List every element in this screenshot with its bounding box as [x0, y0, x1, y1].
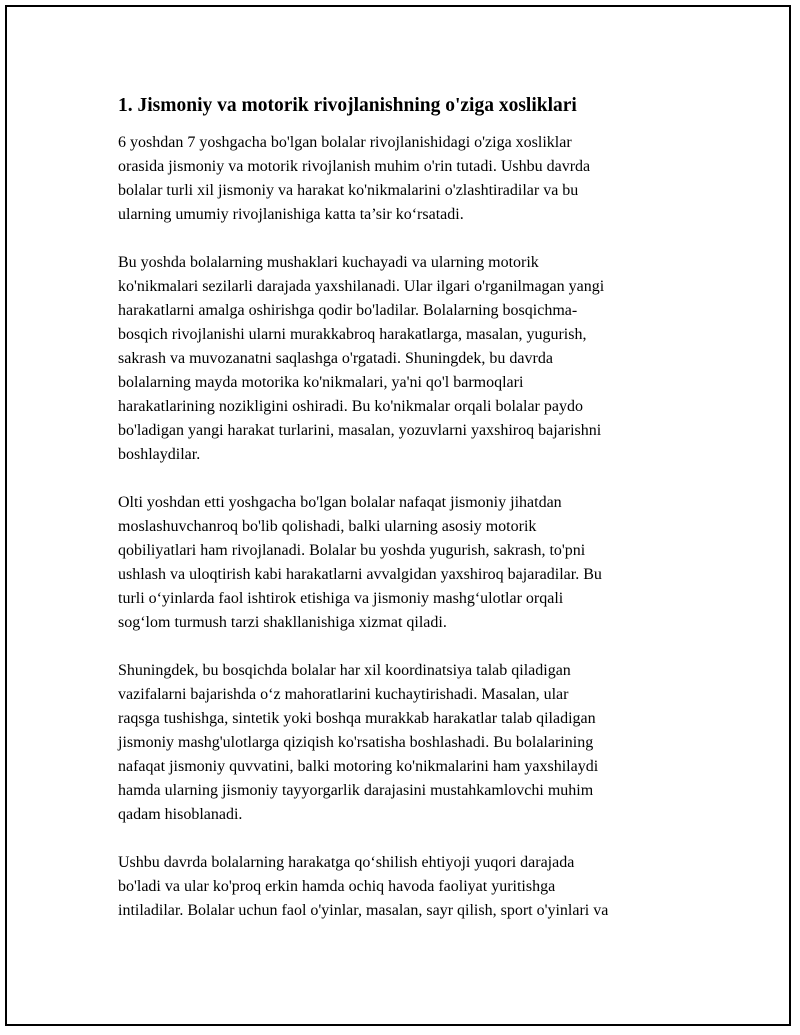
text-line: boshlaydilar.	[118, 446, 201, 463]
paragraph-5	[118, 851, 690, 923]
text-line: jismoniy mashg'ulotlarga qiziqish ko'rsatisha boshlashadi. Bu bolalarining	[118, 734, 594, 751]
paragraph-4	[118, 659, 690, 827]
text-line: moslashuvchanroq bo'lib qolishadi, balki ularning asosiy motorik	[118, 518, 537, 535]
paragraph-3	[118, 491, 690, 635]
text-line: qobiliyatlari ham rivojlanadi. Bolalar bu yoshda yugurish, sakrash, to'pni	[118, 542, 586, 559]
text-line: raqsga tushishga, sintetik yoki boshqa murakkab harakatlar talab qiladigan	[118, 710, 596, 727]
text-line: sog‘lom turmush tarzi shakllanishiga xizmat qiladi.	[118, 614, 447, 631]
paragraph-1	[118, 131, 690, 227]
text-line: Olti yoshdan etti yoshgacha bo'lgan bolalar nafaqat jismoniy jihatdan	[118, 494, 562, 511]
text-line: harakatlarining nozikligini oshiradi. Bu ko'nikmalar orqali bolalar paydo	[118, 398, 583, 415]
text-line: bo'ladigan yangi harakat turlarini, masalan, yozuvlarni yaxshiroq bajarishni	[118, 422, 602, 439]
paragraph-2	[118, 251, 690, 467]
section-heading: 1. Jismoniy va motorik rivojlanishning o'ziga xosliklari	[118, 95, 577, 116]
text-line: bolalarning mayda motorika ko'nikmalari, ya'ni qo'l barmoqlari	[118, 374, 524, 391]
text-line: bo'ladi va ular ko'proq erkin hamda ochiq havoda faoliyat yuritishga	[118, 878, 556, 895]
text-line: ularning umumiy rivojlanishiga katta ta’sir ko‘rsatadi.	[118, 206, 464, 223]
text-line: turli o‘yinlarda faol ishtirok etishiga va jismoniy mashg‘ulotlar orqali	[118, 590, 564, 607]
text-line: ushlash va uloqtirish kabi harakatlarni avvalgidan yaxshiroq bajaradilar. Bu	[118, 566, 602, 583]
text-line: nafaqat jismoniy quvvatini, balki motoring ko'nikmalarini ham yaxshilaydi	[118, 758, 599, 775]
text-line: Bu yoshda bolalarning mushaklari kuchayadi va ularning motorik	[118, 254, 539, 271]
text-line: Shuningdek, bu bosqichda bolalar har xil koordinatsiya talab qiladigan	[118, 662, 571, 679]
text-line: intiladilar. Bolalar uchun faol o'yinlar, masalan, sayr qilish, sport o'yinlari va	[118, 902, 609, 919]
text-line: bosqich rivojlanishi ularni murakkabroq harakatlarga, masalan, yugurish,	[118, 326, 587, 343]
text-line: Ushbu davrda bolalarning harakatga qo‘shilish ehtiyoji yuqori darajada	[118, 854, 575, 871]
text-line: bolalar turli xil jismoniy va harakat ko'nikmalarini o'zlashtiradilar va bu	[118, 182, 579, 199]
text-line: harakatlarni amalga oshirishga qodir bo'ladilar. Bolalarning bosqichma-	[118, 302, 578, 319]
text-line: sakrash va muvozanatni saqlashga o'rgatadi. Shuningdek, bu davrda	[118, 350, 553, 367]
text-line: hamda ularning jismoniy tayyorgarlik darajasini mustahkamlovchi muhim	[118, 782, 594, 799]
text-line: 6 yoshdan 7 yoshgacha bo'lgan bolalar rivojlanishidagi o'ziga xosliklar	[118, 134, 572, 151]
text-line: vazifalarni bajarishda o‘z mahoratlarini kuchaytirishadi. Masalan, ular	[118, 686, 569, 703]
text-line: qadam hisoblanadi.	[118, 806, 243, 823]
document-body	[118, 94, 690, 947]
text-line: ko'nikmalari sezilarli darajada yaxshilanadi. Ular ilgari o'rganilmagan yangi	[118, 278, 605, 295]
text-line: orasida jismoniy va motorik rivojlanish muhim o'rin tutadi. Ushbu davrda	[118, 158, 591, 175]
